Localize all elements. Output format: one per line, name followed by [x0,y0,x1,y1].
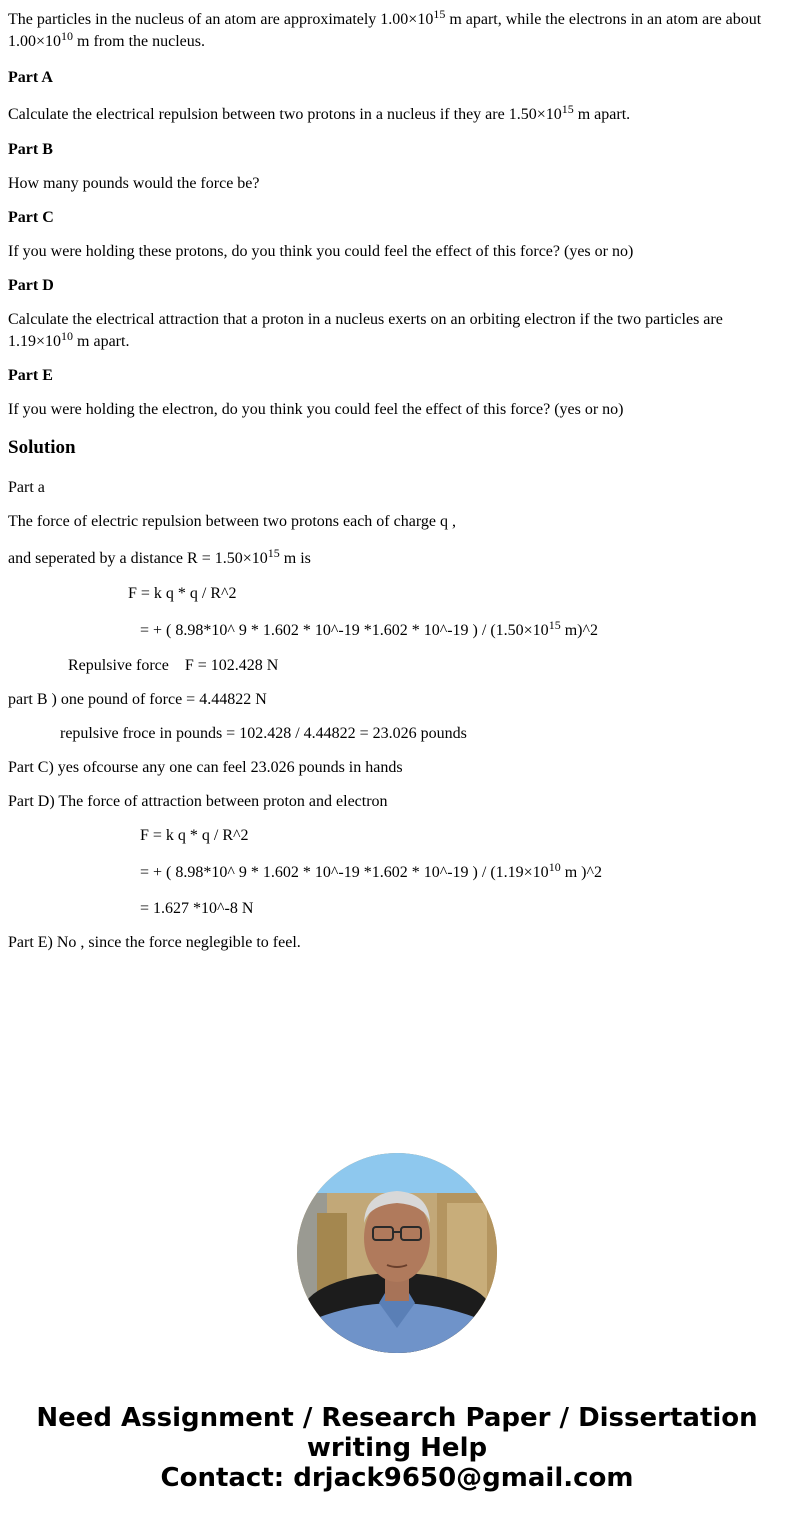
calculation [140,620,598,642]
avatar-portrait-icon [297,1153,497,1353]
footer-contact [0,1403,794,1493]
intro-exponent: 15 [433,7,446,21]
intro-text: m apart, while the electrons in an atom are about [445,11,762,28]
intro-text: 1.00×10 [8,33,62,50]
part-d-text: Calculate the electrical attraction that a proton in a nucleus exerts on an orbiting electron if the two particles are [8,311,723,328]
part-e-question: If you were holding the electron, do you think you could feel the effect of this force? (yes or no) [8,401,624,418]
part-d-text: 1.19×10 [8,333,62,350]
part-a-question [8,104,630,126]
footer-line: writing Help [306,1433,488,1463]
solution-text: part B ) one pound of force = 4.44822 N [8,691,267,708]
solution-exponent: 15 [267,546,280,560]
footer-contact-email: Contact: drjack9650@gmail.com [160,1463,634,1493]
intro-exponent: 10 [61,29,74,43]
part-e-heading: Part E [8,367,53,384]
solution-text-part: and seperated by a distance R = 1.50×10 [8,550,268,567]
calculation-exponent: 15 [548,618,561,632]
calculation [140,862,602,884]
solution-text: Part E) No , since the force neglegible to feel. [8,934,301,951]
part-d-question [8,309,778,353]
solution-heading: Solution [8,437,76,458]
part-d-tail: m apart. [73,333,130,350]
calculation-part: = + ( 8.98*10^ 9 * 1.602 * 10^-19 *1.602 * 10^-19 ) / (1.19×10 [140,864,549,881]
intro-text: m from the nucleus. [73,33,205,50]
result: = 1.627 *10^-8 N [140,900,254,917]
part-b-question: How many pounds would the force be? [8,175,260,192]
part-a-heading: Part A [8,69,53,86]
question-intro [8,9,778,53]
calculation-part: m )^2 [560,864,602,881]
part-d-heading: Part D [8,277,54,294]
formula: F = k q * q / R^2 [128,585,237,602]
calculation-exponent: 10 [548,860,561,874]
solution-text [8,548,311,570]
result: Repulsive force F = 102.428 N [68,657,279,674]
calculation: repulsive froce in pounds = 102.428 / 4.44822 = 23.026 pounds [60,725,467,742]
part-a-text: Calculate the electrical repulsion between two protons in a nucleus if they are 1.50×10 [8,106,562,123]
part-c-question: If you were holding these protons, do you think you could feel the effect of this force? (yes or no) [8,243,634,260]
solution-text: Part C) yes ofcourse any one can feel 23.026 pounds in hands [8,759,403,776]
calculation-part: m)^2 [560,622,598,639]
avatar [297,1153,497,1353]
part-c-heading: Part C [8,209,54,226]
solution-text: Part D) The force of attraction between proton and electron [8,793,388,810]
formula: F = k q * q / R^2 [140,827,249,844]
intro-text: The particles in the nucleus of an atom are approximately 1.00×10 [8,11,434,28]
solution-part-a-label: Part a [8,479,45,496]
solution-text: The force of electric repulsion between two protons each of charge q , [8,513,456,530]
part-a-tail: m apart. [573,106,631,123]
part-b-heading: Part B [8,141,53,158]
part-a-exponent: 15 [561,102,574,116]
solution-text-part: m is [279,550,311,567]
footer-line: Need Assignment / Research Paper / Dissertation [36,1403,758,1433]
part-d-exponent: 10 [61,329,74,343]
calculation-part: = + ( 8.98*10^ 9 * 1.602 * 10^-19 *1.602 * 10^-19 ) / (1.50×10 [140,622,549,639]
